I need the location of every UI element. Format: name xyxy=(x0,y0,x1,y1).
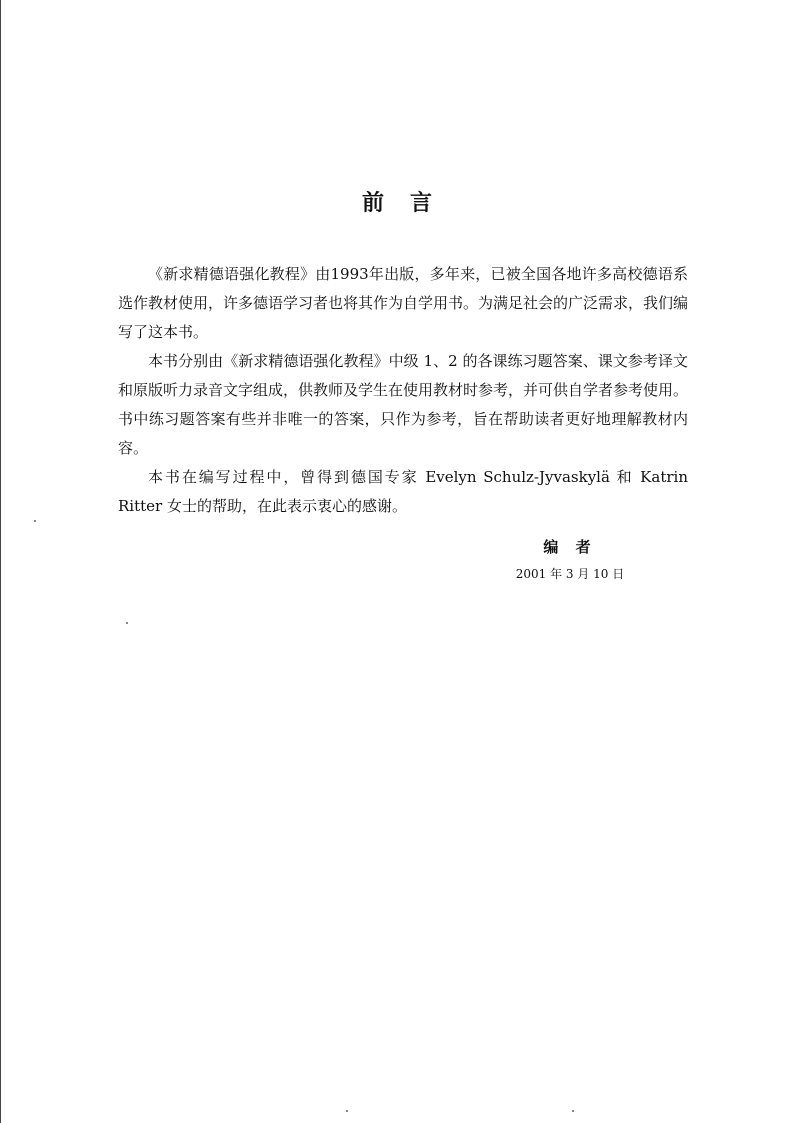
page-left-edge xyxy=(0,0,1,1123)
signature-block xyxy=(500,536,640,582)
paragraph-2: 本书分别由《新求精德语强化教程》中级 1、2 的各课练习题答案、课文参考译文和原版听力录音文字组成，供教师及学生在使用教材时参考，并可供自学者参考使用。书中练习题答案有些并非唯一的答案，只作为参考，旨在帮助读者更好地理解教材内容。 xyxy=(118,352,689,457)
scan-speck xyxy=(572,1110,574,1112)
scan-speck xyxy=(34,520,36,522)
paragraph-1: 《新求精德语强化教程》由1993年出版，多年来，已被全国各地许多高校德语系选作教材使用，许多德语学习者也将其作为自学用书。为满足社会的广泛需求，我们编写了这本书。 xyxy=(118,265,689,341)
scan-speck xyxy=(126,622,128,624)
signature-date: 2001 年 3 月 10 日 xyxy=(515,567,625,581)
preface-body xyxy=(118,260,688,521)
scan-speck xyxy=(346,1110,348,1112)
editor-signature: 编 者 xyxy=(543,538,597,556)
page-title: 前言 xyxy=(361,190,458,216)
paragraph-3: 本书在编写过程中，曾得到德国专家 Evelyn Schulz-Jyvaskylä 和 Katrin Ritter 女士的帮助，在此表示衷心的感谢。 xyxy=(118,468,688,515)
